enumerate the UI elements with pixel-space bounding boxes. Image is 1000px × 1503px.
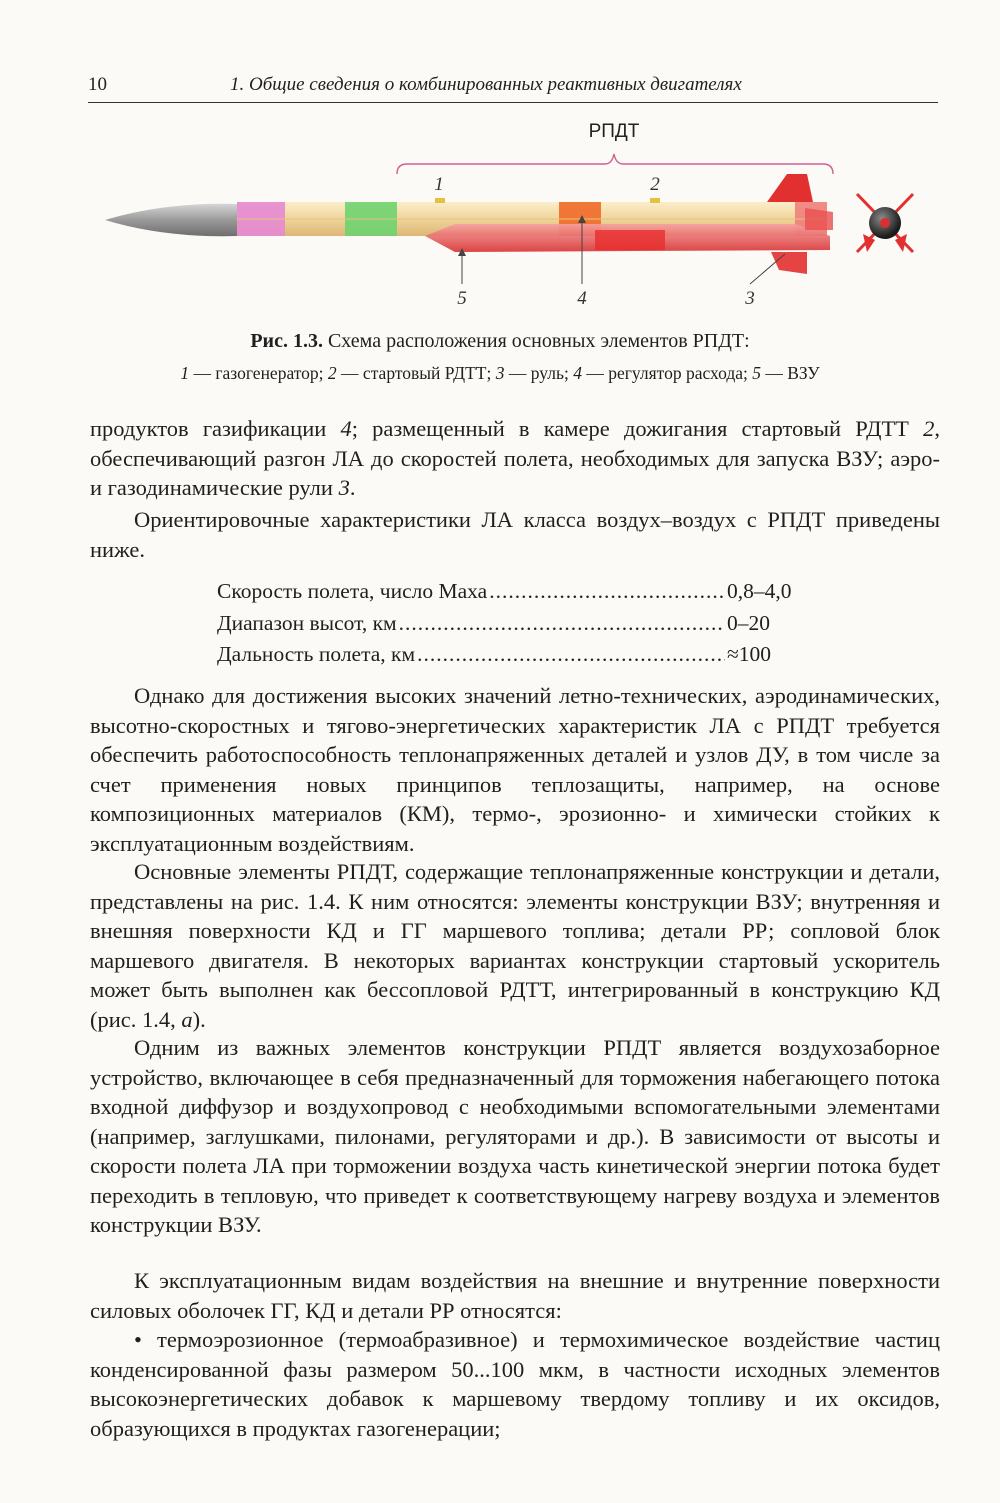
caption-label: Рис. 1.3. — [250, 330, 323, 352]
intake-block — [595, 230, 665, 250]
running-title: 1. Общие сведения о комбинированных реактивных двигателях — [230, 74, 742, 95]
caption-text: Схема расположения основных элементов РПДТ: — [322, 330, 750, 352]
legend-text-1: — газогенератор; — [189, 363, 328, 383]
label-1: 1 — [434, 174, 444, 195]
legend-num-2: 2 — [327, 363, 337, 383]
figure-caption — [60, 330, 940, 353]
spec-row: Диапазон высот, км ..... 0–20 — [217, 608, 817, 640]
label-5: 5 — [457, 288, 467, 309]
label-4: 4 — [577, 288, 587, 309]
spec-row: Скорость полета, число Маха ..... 0,8–4,0 — [217, 576, 817, 608]
side-fin — [805, 208, 833, 230]
legend-text-4: — регулятор расхода; — [581, 363, 753, 383]
spec-row: Дальность полета, км ..... ≈100 — [217, 639, 817, 671]
legend-text-2: — стартовый РДТТ; — [336, 363, 496, 383]
spec-table — [217, 576, 817, 671]
marker-1 — [435, 198, 445, 203]
rocket-diagram — [95, 112, 935, 322]
page-header — [88, 74, 938, 103]
page-number: 10 — [88, 74, 107, 95]
label-3: 3 — [745, 288, 755, 309]
bullet-item: • термоэрозионное (термоабразивное) и термохимическое воздействие частиц конденсированной фазы размером 50...100 мкм, в частности исходных элементов высокоэнергетических добавок к маршевому твердому топливу и их оксидов, образующихся в продуктах газогенерации; — [90, 1327, 940, 1441]
paragraph-4: Основные элементы РПДТ, содержащие теплонапряженные конструкции и детали, представлены на рис. 1.4. К ним относятся: элементы конструкции ВЗУ; внутренняя и внешняя поверхности КД и ГГ маршевого топлива; детали РР; сопловой блок маршевого двигателя. В некоторых вариантах конструкции стартовый ускоритель может быть выполнен как бессопловой РДТТ, интегрированный в конструкцию КД (рис. 1.4, а). — [90, 859, 940, 1032]
legend-num-1: 1 — [180, 363, 190, 383]
paragraph-2: Ориентировочные характеристики ЛА класса воздух–воздух с РПДТ приведены ниже. — [90, 507, 940, 562]
legend-text-5: — ВЗУ — [761, 363, 820, 383]
legend-text-3: — руль; — [504, 363, 574, 383]
marker-2 — [650, 198, 660, 203]
upper-fin — [767, 174, 813, 202]
legend-num-3: 3 — [495, 363, 505, 383]
rear-view — [857, 194, 913, 252]
figure-title: РПДТ — [588, 121, 640, 142]
legend-num-5: 5 — [752, 363, 761, 383]
brace — [397, 154, 833, 174]
label-2: 2 — [650, 174, 660, 195]
nose-cone — [105, 204, 237, 236]
paragraph-3: Однако для достижения высоких значений летно-технических, аэродинамических, высотно-скоростных и тягово-энергетических характеристик ЛА с РПДТ требуется обеспечить работоспособность теплонапряженных деталей и узлов ДУ, в том числе за счет применения новых принципов теплозащиты, например, на основе композиционных материалов (КМ), термо-, эрозионно- и химически стойких к эксплуатационным воздействиям. — [90, 683, 940, 856]
paragraph-6: К эксплуатационным видам воздействия на внешние и внутренние поверхности силовых оболочек ГГ, КД и детали РР относятся: — [90, 1268, 940, 1323]
figure-rocket-diagram — [95, 112, 935, 322]
legend-num-4: 4 — [573, 363, 582, 383]
paragraph-1: продуктов газификации 4; размещенный в камере дожигания стартовый РДТТ 2, обеспечивающий разгон ЛА до скоростей полета, необходимых для запуска ВЗУ; аэро- и газодинамические рули 3. — [90, 416, 940, 500]
figure-legend — [60, 363, 940, 384]
lower-fin — [771, 252, 807, 274]
paragraph-5: Одним из важных элементов конструкции РПДТ является воздухозаборное устройство, включающее в себя предназначенный для торможения набегающего потока входной диффузор и воздухопровод с необходимыми вспомогательными элементами (например, заглушками, пилонами, регуляторами и др.). В зависимости от высоты и скорости полета ЛА при торможении воздуха часть кинетической энергии потока будет переходить в тепловую, что приведет к соответствующему нагреву воздуха и элементов конструкции ВЗУ. — [90, 1035, 940, 1237]
